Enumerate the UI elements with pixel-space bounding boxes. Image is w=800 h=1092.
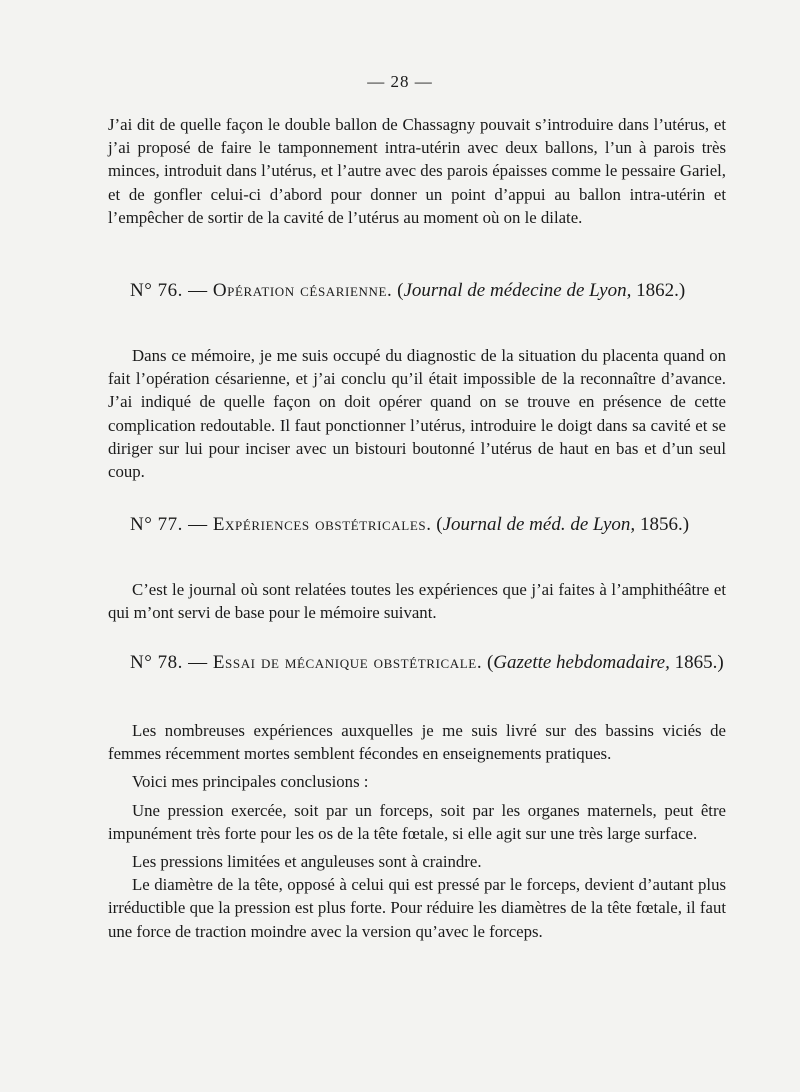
entry-heading [108, 278, 726, 303]
entry-paragraph: Le diamètre de la tête, opposé à celui qui est pressé par le forceps, devient d’autant plus irréductible que la pression est plus forte. Pour réduire les diamètres de la tête fœtale, il faut une force de traction moindre avec la version qu’avec le forceps. [108, 875, 726, 941]
entry-title: Expériences obstétricales. [212, 514, 432, 535]
entry-heading [108, 650, 726, 675]
entry-paragraph: Une pression exercée, soit par un forceps, soit par les organes maternels, peut être impunément très forte pour les os de la tête fœtale, si elle agit sur une très large surface. [108, 800, 726, 843]
entry-number: N° 77. — [130, 514, 213, 535]
entry-76-body [108, 344, 726, 483]
entry-78 [108, 650, 726, 675]
entry-number: N° 78. — [130, 652, 213, 673]
entry-76 [108, 278, 726, 303]
entry-heading [108, 512, 726, 537]
entry-paragraph: Dans ce mémoire, je me suis occupé du diagnostic de la situation du placenta quand on fait l’opération césarienne, et j’ai conclu qu’il était impossible de la reconnaître d’avance. J’ai indiqué de quelle façon on doit opérer quand on se trouve en présence de cette complication redoutable. Il faut ponctionner l’utérus, introduire le doigt dans sa cavité et se diriger sur lui pour inciser avec un bistouri boutonné l’utérus de haut en bas et d’un seul coup. [108, 346, 726, 482]
entry-number: N° 76. — [130, 280, 213, 301]
entry-year: 1865.) [669, 652, 724, 673]
entry-paragraph: C’est le journal où sont relatées toutes les expériences que j’ai faites à l’amphithéâtre et qui m’ont servi de base pour le mémoire suivant. [108, 580, 726, 623]
entry-78-body [108, 719, 726, 943]
page-number: — 28 — [367, 72, 433, 91]
intro-paragraph: J’ai dit de quelle façon le double ballon de Chassagny pouvait s’introduire dans l’utérus, et j’ai proposé de faire le tamponnement intra-utérin avec deux ballons, l’un à parois très minces, introduit dans l’utérus, et l’autre avec des parois épaisses comme le pessaire Gariel, et de gonfler celui-ci d’abord pour donner un point d’appui au ballon intra-utérin et l’empêcher de sortir de la cavité de l’utérus au moment où on le dilate. [108, 115, 726, 227]
entry-paragraph: Les pressions limitées et anguleuses sont à craindre. [132, 852, 482, 872]
entry-source: Journal de méd. de Lyon, [442, 514, 636, 535]
entry-open-paren: ( [431, 514, 443, 535]
intro-paragraph-block [108, 113, 726, 229]
entry-title: Essai de mécanique obstétricale. [212, 652, 483, 673]
entry-source: Journal de médecine de Lyon, [403, 280, 632, 301]
entry-year: 1862.) [636, 280, 686, 301]
entry-open-paren: ( [392, 280, 404, 301]
entry-title: Opération césarienne. [212, 280, 393, 301]
entry-year: 1856.) [639, 514, 690, 535]
entry-paragraph: Les nombreuses expériences auxquelles je me suis livré sur des bassins viciés de femmes récemment mortes semblent fécondes en enseignements pratiques. [108, 721, 726, 764]
entry-source: Gazette hebdomadaire, [493, 652, 670, 673]
entry-77-body [108, 578, 726, 624]
entry-paragraph: Voici mes principales conclusions : [132, 772, 369, 792]
entry-77 [108, 512, 726, 537]
entry-open-paren: ( [482, 652, 494, 673]
